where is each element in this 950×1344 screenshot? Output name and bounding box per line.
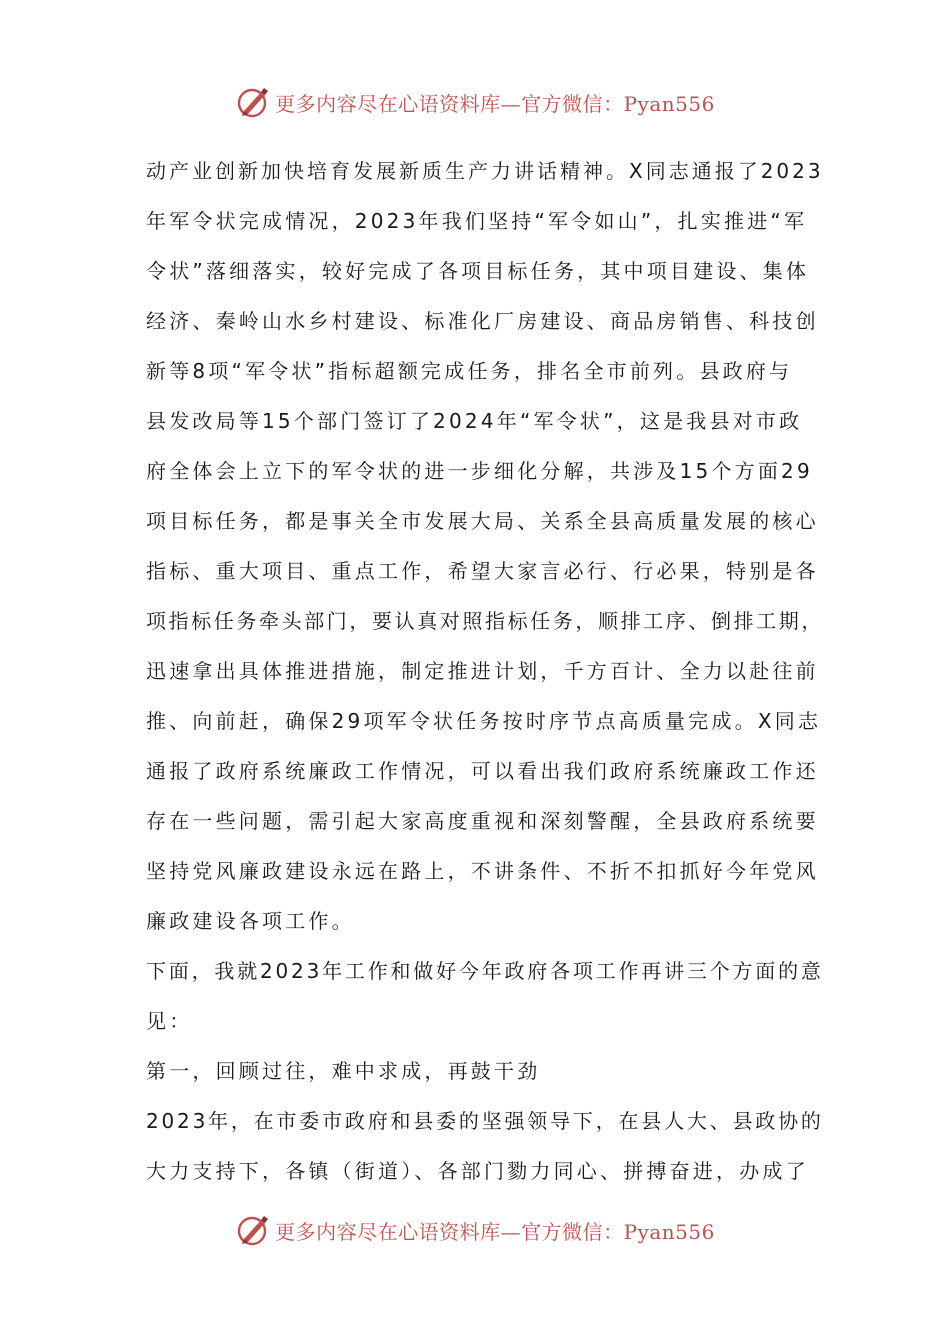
text-line: 县发改局等15个部门签订了2024年“军令状”，这是我县对市政 — [146, 409, 803, 433]
text-line: 推、向前赶，确保29项军令状任务按时序节点高质量完成。X同志 — [146, 709, 822, 733]
watermark-text: 更多内容尽在心语资料库—官方微信：Pyan556 — [275, 91, 715, 116]
text-line: 大力支持下，各镇（街道）、各部门勠力同心、拼搏奋进，办成了 — [146, 1159, 809, 1183]
text-line: 指标、重大项目、重点工作，希望大家言必行、行必果，特别是各 — [146, 559, 819, 583]
watermark-text: 更多内容尽在心语资料库—官方微信：Pyan556 — [275, 1219, 715, 1244]
text-line: 动产业创新加快培育发展新质生产力讲话精神。X同志通报了2023 — [146, 159, 824, 183]
text-line: 下面，我就2023年工作和做好今年政府各项工作再讲三个方面的意 — [146, 959, 824, 983]
text-line: 项目标任务，都是事关全市发展大局、关系全县高质量发展的核心 — [146, 509, 819, 533]
text-line: 廉政建设各项工作。 — [146, 909, 355, 933]
text-line: 存在一些问题，需引起大家高度重视和深刻警醒，全县政府系统要 — [146, 809, 819, 833]
text-line: 府全体会上立下的军令状的进一步细化分解，共涉及15个方面29 — [146, 459, 813, 483]
text-line: 迅速拿出具体推进措施，制定推进计划，千方百计、全力以赴往前 — [146, 659, 819, 683]
text-line: 2023年，在市委市政府和县委的坚强领导下，在县人大、县政协的 — [146, 1109, 824, 1133]
text-line: 见： — [146, 1009, 193, 1033]
text-line: 坚持党风廉政建设永远在路上，不讲条件、不折不扣抓好今年党风 — [146, 859, 819, 883]
text-line: 年军令状完成情况，2023年我们坚持“军令如山”，扎实推进“军 — [146, 209, 808, 233]
text-line: 项指标任务牵头部门，要认真对照指标任务，顺排工序、倒排工期， — [146, 609, 824, 633]
section-heading: 第一，回顾过往，难中求成，再鼓干劲 — [146, 1059, 541, 1083]
text-line: 经济、秦岭山水乡村建设、标准化厂房建设、商品房销售、科技创 — [146, 309, 819, 333]
footer-watermark — [0, 1210, 950, 1250]
pen-logo-icon — [235, 1212, 271, 1248]
document-body — [146, 146, 824, 1196]
pen-logo-icon — [235, 84, 271, 120]
text-line: 新等8项“军令状”指标超额完成任务，排名全市前列。县政府与 — [146, 359, 793, 383]
text-line: 通报了政府系统廉政工作情况，可以看出我们政府系统廉政工作还 — [146, 759, 819, 783]
text-line: 令状”落细落实，较好完成了各项目标任务，其中项目建设、集体 — [146, 259, 810, 283]
header-watermark — [0, 82, 950, 122]
